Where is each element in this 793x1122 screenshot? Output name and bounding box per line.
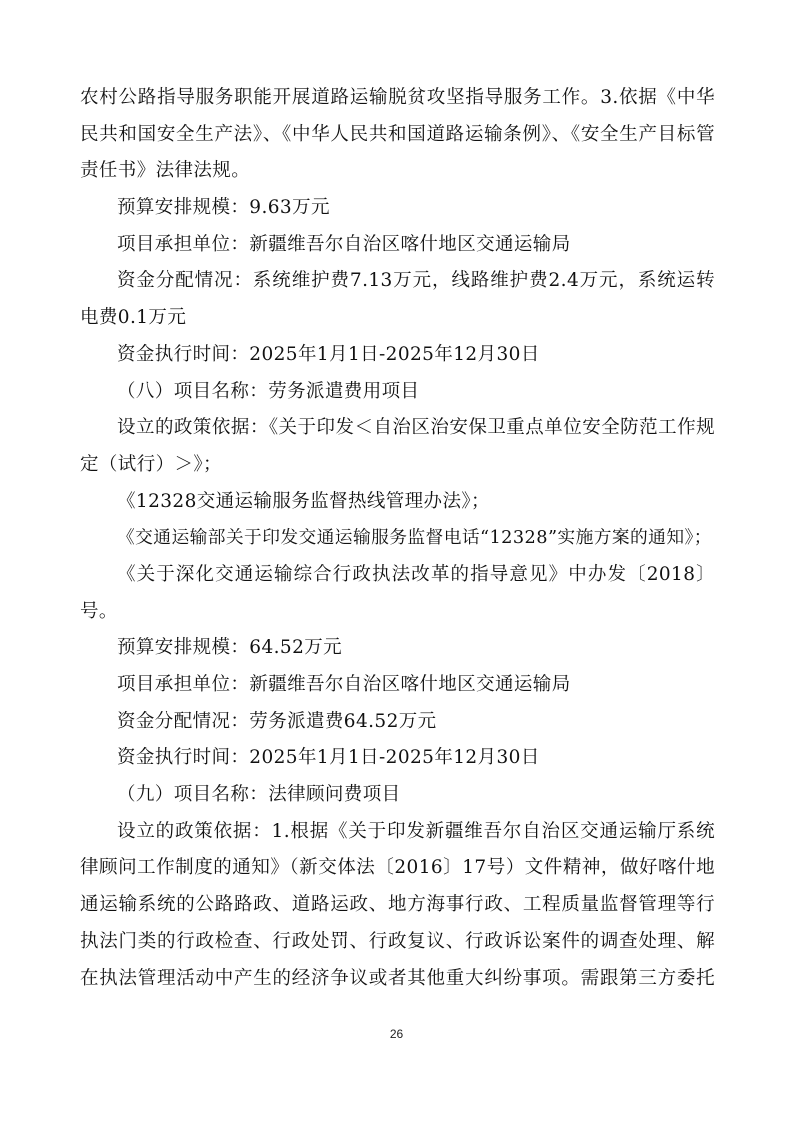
section-heading-9: （九）项目名称：法律顾问费项目 <box>117 784 401 806</box>
policy-basis-cont: 定（试行）＞》； <box>80 453 222 475</box>
budget-scale: 预算安排规模：64.52万元 <box>117 637 343 659</box>
paragraph-line: 农村公路指导服务职能开展道路运输脱贫攻坚指导服务工作。3.依据《中华 <box>80 87 715 108</box>
fund-allocation-cont: 电费0.1万元 <box>80 307 187 329</box>
paragraph-line: 责任书》法律法规。 <box>80 160 251 182</box>
paragraph-line: 通运输系统的公路路政、道路运政、地方海事行政、工程质量监督管理等行 <box>80 894 715 916</box>
policy-basis: 设立的政策依据：1.根据《关于印发新疆维吾尔自治区交通运输厅系统 <box>117 820 715 842</box>
execution-period: 资金执行时间：2025年1月1日-2025年12月30日 <box>117 747 540 769</box>
policy-item-cont: 号。 <box>80 600 118 622</box>
paragraph-line: 在执法管理活动中产生的经济争议或者其他重大纠纷事项。需跟第三方委托 <box>80 967 715 989</box>
page-number: 26 <box>389 1027 404 1041</box>
responsible-unit: 项目承担单位：新疆维吾尔自治区喀什地区交通运输局 <box>117 233 571 255</box>
paragraph-line: 律顾问工作制度的通知》（新交体法〔2016〕17号）文件精神，做好喀什地 <box>80 857 715 879</box>
fund-allocation: 资金分配情况：系统维护费7.13万元，线路维护费2.4万元，系统运转 <box>117 270 715 292</box>
paragraph-line: 民共和国安全生产法》、《中华人民共和国道路运输条例》、《安全生产目标管 <box>80 123 715 145</box>
execution-period: 资金执行时间：2025年1月1日-2025年12月30日 <box>117 343 540 365</box>
policy-item: 《关于深化交通运输综合行政执法改革的指导意见》中办发〔2018〕 <box>117 563 715 585</box>
fund-allocation: 资金分配情况：劳务派遣费64.52万元 <box>117 710 437 732</box>
budget-scale: 预算安排规模：9.63万元 <box>117 197 330 219</box>
policy-item: 《12328交通运输服务监督热线管理办法》； <box>117 490 490 512</box>
section-heading-8: （八）项目名称：劳务派遣费用项目 <box>117 380 420 402</box>
paragraph-line: 执法门类的行政检查、行政处罚、行政复议、行政诉讼案件的调查处理、解 <box>80 930 715 952</box>
policy-item: 《交通运输部关于印发交通运输服务监督电话“12328”实施方案的通知》； <box>117 528 712 549</box>
responsible-unit: 项目承担单位：新疆维吾尔自治区喀什地区交通运输局 <box>117 674 571 695</box>
document-body <box>80 80 715 997</box>
policy-basis: 设立的政策依据：《关于印发＜自治区治安保卫重点单位安全防范工作规 <box>117 417 715 439</box>
